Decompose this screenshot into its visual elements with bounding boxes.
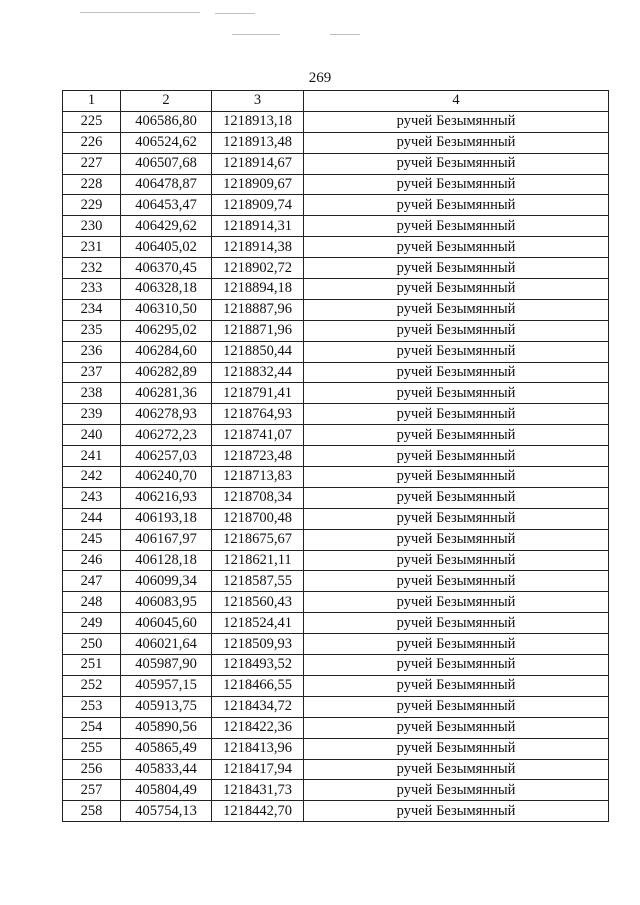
table-row bbox=[63, 592, 609, 613]
column-header: 4 bbox=[304, 91, 609, 112]
y-coordinate-cell: 1218723,48 bbox=[212, 446, 304, 467]
table-row bbox=[63, 446, 609, 467]
y-coordinate-cell: 1218587,55 bbox=[212, 571, 304, 592]
table-row bbox=[63, 508, 609, 529]
description-cell: ручей Безымянный bbox=[304, 738, 609, 759]
coordinates-table bbox=[62, 90, 609, 822]
point-number-cell: 250 bbox=[63, 634, 121, 655]
x-coordinate-cell: 405833,44 bbox=[121, 759, 212, 780]
column-header: 2 bbox=[121, 91, 212, 112]
column-header: 3 bbox=[212, 91, 304, 112]
table-row bbox=[63, 529, 609, 550]
table-header-row bbox=[63, 91, 609, 112]
point-number-cell: 252 bbox=[63, 675, 121, 696]
point-number-cell: 243 bbox=[63, 487, 121, 508]
description-cell: ручей Безымянный bbox=[304, 258, 609, 279]
x-coordinate-cell: 406021,64 bbox=[121, 634, 212, 655]
point-number-cell: 239 bbox=[63, 404, 121, 425]
point-number-cell: 236 bbox=[63, 341, 121, 362]
y-coordinate-cell: 1218700,48 bbox=[212, 508, 304, 529]
point-number-cell: 256 bbox=[63, 759, 121, 780]
x-coordinate-cell: 406405,02 bbox=[121, 237, 212, 258]
point-number-cell: 258 bbox=[63, 801, 121, 822]
y-coordinate-cell: 1218621,11 bbox=[212, 550, 304, 571]
description-cell: ручей Безымянный bbox=[304, 696, 609, 717]
x-coordinate-cell: 406278,93 bbox=[121, 404, 212, 425]
description-cell: ручей Безымянный bbox=[304, 801, 609, 822]
point-number-cell: 233 bbox=[63, 279, 121, 300]
y-coordinate-cell: 1218791,41 bbox=[212, 383, 304, 404]
description-cell: ручей Безымянный bbox=[304, 195, 609, 216]
x-coordinate-cell: 406128,18 bbox=[121, 550, 212, 571]
point-number-cell: 225 bbox=[63, 111, 121, 132]
description-cell: ручей Безымянный bbox=[304, 717, 609, 738]
y-coordinate-cell: 1218913,48 bbox=[212, 132, 304, 153]
x-coordinate-cell: 406167,97 bbox=[121, 529, 212, 550]
description-cell: ручей Безымянный bbox=[304, 279, 609, 300]
description-cell: ручей Безымянный bbox=[304, 404, 609, 425]
y-coordinate-cell: 1218887,96 bbox=[212, 299, 304, 320]
y-coordinate-cell: 1218509,93 bbox=[212, 634, 304, 655]
page-number: 269 bbox=[308, 70, 332, 86]
point-number-cell: 229 bbox=[63, 195, 121, 216]
description-cell: ручей Безымянный bbox=[304, 425, 609, 446]
description-cell: ручей Безымянный bbox=[304, 529, 609, 550]
table-row bbox=[63, 780, 609, 801]
x-coordinate-cell: 406045,60 bbox=[121, 613, 212, 634]
point-number-cell: 235 bbox=[63, 320, 121, 341]
description-cell: ручей Безымянный bbox=[304, 132, 609, 153]
x-coordinate-cell: 406370,45 bbox=[121, 258, 212, 279]
table-row bbox=[63, 341, 609, 362]
x-coordinate-cell: 405865,49 bbox=[121, 738, 212, 759]
scan-artifact bbox=[330, 34, 360, 35]
x-coordinate-cell: 405804,49 bbox=[121, 780, 212, 801]
x-coordinate-cell: 406281,36 bbox=[121, 383, 212, 404]
description-cell: ручей Безымянный bbox=[304, 341, 609, 362]
point-number-cell: 241 bbox=[63, 446, 121, 467]
table-row bbox=[63, 425, 609, 446]
x-coordinate-cell: 406478,87 bbox=[121, 174, 212, 195]
point-number-cell: 254 bbox=[63, 717, 121, 738]
table-row bbox=[63, 153, 609, 174]
description-cell: ручей Безымянный bbox=[304, 111, 609, 132]
point-number-cell: 228 bbox=[63, 174, 121, 195]
x-coordinate-cell: 406328,18 bbox=[121, 279, 212, 300]
table-row bbox=[63, 279, 609, 300]
y-coordinate-cell: 1218909,67 bbox=[212, 174, 304, 195]
y-coordinate-cell: 1218466,55 bbox=[212, 675, 304, 696]
description-cell: ручей Безымянный bbox=[304, 362, 609, 383]
table-row bbox=[63, 717, 609, 738]
description-cell: ручей Безымянный bbox=[304, 446, 609, 467]
table-row bbox=[63, 634, 609, 655]
y-coordinate-cell: 1218431,73 bbox=[212, 780, 304, 801]
description-cell: ручей Безымянный bbox=[304, 383, 609, 404]
table-row bbox=[63, 195, 609, 216]
description-cell: ручей Безымянный bbox=[304, 780, 609, 801]
x-coordinate-cell: 406284,60 bbox=[121, 341, 212, 362]
table-row bbox=[63, 675, 609, 696]
table-row bbox=[63, 383, 609, 404]
y-coordinate-cell: 1218524,41 bbox=[212, 613, 304, 634]
x-coordinate-cell: 406257,03 bbox=[121, 446, 212, 467]
x-coordinate-cell: 406310,50 bbox=[121, 299, 212, 320]
table-row bbox=[63, 759, 609, 780]
y-coordinate-cell: 1218902,72 bbox=[212, 258, 304, 279]
table-row bbox=[63, 404, 609, 425]
description-cell: ручей Безымянный bbox=[304, 550, 609, 571]
x-coordinate-cell: 406586,80 bbox=[121, 111, 212, 132]
table-row bbox=[63, 738, 609, 759]
scan-artifact bbox=[80, 12, 200, 13]
y-coordinate-cell: 1218764,93 bbox=[212, 404, 304, 425]
table-row bbox=[63, 111, 609, 132]
table-row bbox=[63, 299, 609, 320]
table-row bbox=[63, 571, 609, 592]
scan-artifact bbox=[232, 34, 280, 35]
y-coordinate-cell: 1218850,44 bbox=[212, 341, 304, 362]
y-coordinate-cell: 1218832,44 bbox=[212, 362, 304, 383]
point-number-cell: 230 bbox=[63, 216, 121, 237]
x-coordinate-cell: 406083,95 bbox=[121, 592, 212, 613]
description-cell: ручей Безымянный bbox=[304, 655, 609, 676]
x-coordinate-cell: 405890,56 bbox=[121, 717, 212, 738]
y-coordinate-cell: 1218434,72 bbox=[212, 696, 304, 717]
x-coordinate-cell: 406193,18 bbox=[121, 508, 212, 529]
y-coordinate-cell: 1218741,07 bbox=[212, 425, 304, 446]
description-cell: ручей Безымянный bbox=[304, 571, 609, 592]
description-cell: ручей Безымянный bbox=[304, 153, 609, 174]
table-row bbox=[63, 467, 609, 488]
description-cell: ручей Безымянный bbox=[304, 174, 609, 195]
point-number-cell: 232 bbox=[63, 258, 121, 279]
description-cell: ручей Безымянный bbox=[304, 467, 609, 488]
point-number-cell: 237 bbox=[63, 362, 121, 383]
description-cell: ручей Безымянный bbox=[304, 634, 609, 655]
x-coordinate-cell: 405957,15 bbox=[121, 675, 212, 696]
point-number-cell: 247 bbox=[63, 571, 121, 592]
table-row bbox=[63, 132, 609, 153]
y-coordinate-cell: 1218560,43 bbox=[212, 592, 304, 613]
x-coordinate-cell: 406240,70 bbox=[121, 467, 212, 488]
y-coordinate-cell: 1218909,74 bbox=[212, 195, 304, 216]
y-coordinate-cell: 1218894,18 bbox=[212, 279, 304, 300]
y-coordinate-cell: 1218914,38 bbox=[212, 237, 304, 258]
table-row bbox=[63, 487, 609, 508]
point-number-cell: 257 bbox=[63, 780, 121, 801]
y-coordinate-cell: 1218914,31 bbox=[212, 216, 304, 237]
y-coordinate-cell: 1218913,18 bbox=[212, 111, 304, 132]
description-cell: ручей Безымянный bbox=[304, 320, 609, 341]
table-row bbox=[63, 696, 609, 717]
y-coordinate-cell: 1218422,36 bbox=[212, 717, 304, 738]
point-number-cell: 227 bbox=[63, 153, 121, 174]
point-number-cell: 248 bbox=[63, 592, 121, 613]
point-number-cell: 253 bbox=[63, 696, 121, 717]
y-coordinate-cell: 1218914,67 bbox=[212, 153, 304, 174]
scan-artifact bbox=[215, 13, 255, 14]
point-number-cell: 231 bbox=[63, 237, 121, 258]
table-row bbox=[63, 550, 609, 571]
y-coordinate-cell: 1218493,52 bbox=[212, 655, 304, 676]
x-coordinate-cell: 406429,62 bbox=[121, 216, 212, 237]
y-coordinate-cell: 1218417,94 bbox=[212, 759, 304, 780]
table-row bbox=[63, 258, 609, 279]
column-header: 1 bbox=[63, 91, 121, 112]
point-number-cell: 251 bbox=[63, 655, 121, 676]
description-cell: ручей Безымянный bbox=[304, 613, 609, 634]
description-cell: ручей Безымянный bbox=[304, 216, 609, 237]
point-number-cell: 240 bbox=[63, 425, 121, 446]
point-number-cell: 245 bbox=[63, 529, 121, 550]
table-row bbox=[63, 362, 609, 383]
y-coordinate-cell: 1218713,83 bbox=[212, 467, 304, 488]
description-cell: ручей Безымянный bbox=[304, 487, 609, 508]
x-coordinate-cell: 406272,23 bbox=[121, 425, 212, 446]
x-coordinate-cell: 406295,02 bbox=[121, 320, 212, 341]
y-coordinate-cell: 1218442,70 bbox=[212, 801, 304, 822]
table-body bbox=[63, 111, 609, 821]
description-cell: ручей Безымянный bbox=[304, 237, 609, 258]
x-coordinate-cell: 406453,47 bbox=[121, 195, 212, 216]
x-coordinate-cell: 405913,75 bbox=[121, 696, 212, 717]
table-row bbox=[63, 801, 609, 822]
point-number-cell: 234 bbox=[63, 299, 121, 320]
table-row bbox=[63, 613, 609, 634]
description-cell: ручей Безымянный bbox=[304, 759, 609, 780]
table-row bbox=[63, 216, 609, 237]
x-coordinate-cell: 406216,93 bbox=[121, 487, 212, 508]
table-row bbox=[63, 174, 609, 195]
y-coordinate-cell: 1218871,96 bbox=[212, 320, 304, 341]
y-coordinate-cell: 1218708,34 bbox=[212, 487, 304, 508]
point-number-cell: 242 bbox=[63, 467, 121, 488]
x-coordinate-cell: 405987,90 bbox=[121, 655, 212, 676]
point-number-cell: 249 bbox=[63, 613, 121, 634]
x-coordinate-cell: 406282,89 bbox=[121, 362, 212, 383]
table-row bbox=[63, 320, 609, 341]
table-row bbox=[63, 655, 609, 676]
x-coordinate-cell: 406524,62 bbox=[121, 132, 212, 153]
point-number-cell: 246 bbox=[63, 550, 121, 571]
point-number-cell: 244 bbox=[63, 508, 121, 529]
description-cell: ручей Безымянный bbox=[304, 592, 609, 613]
x-coordinate-cell: 405754,13 bbox=[121, 801, 212, 822]
description-cell: ручей Безымянный bbox=[304, 299, 609, 320]
x-coordinate-cell: 406099,34 bbox=[121, 571, 212, 592]
y-coordinate-cell: 1218413,96 bbox=[212, 738, 304, 759]
point-number-cell: 255 bbox=[63, 738, 121, 759]
point-number-cell: 238 bbox=[63, 383, 121, 404]
table-row bbox=[63, 237, 609, 258]
description-cell: ручей Безымянный bbox=[304, 675, 609, 696]
y-coordinate-cell: 1218675,67 bbox=[212, 529, 304, 550]
point-number-cell: 226 bbox=[63, 132, 121, 153]
description-cell: ручей Безымянный bbox=[304, 508, 609, 529]
x-coordinate-cell: 406507,68 bbox=[121, 153, 212, 174]
